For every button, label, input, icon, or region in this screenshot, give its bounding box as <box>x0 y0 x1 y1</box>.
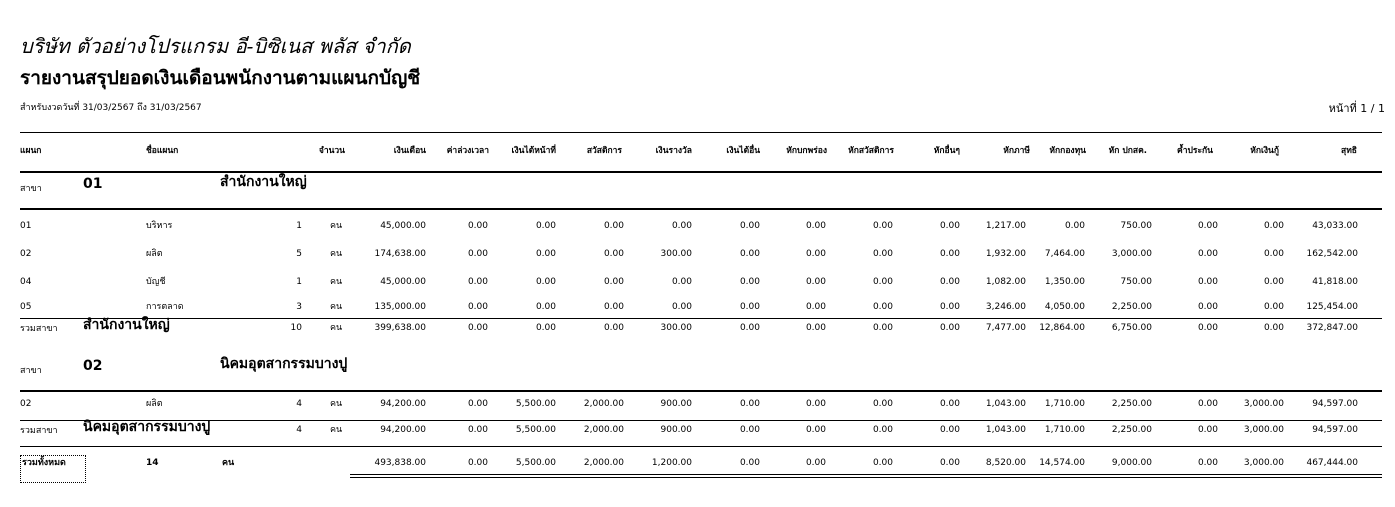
table-cell: 0.00 <box>1197 458 1218 468</box>
table-cell: 493,838.00 <box>374 458 426 468</box>
table-cell: 0.00 <box>603 277 624 287</box>
table-cell: 7,477.00 <box>985 323 1026 333</box>
subtotal-label: รวมสาขา <box>20 324 58 334</box>
table-cell: 0.00 <box>939 277 960 287</box>
table-cell: 6,750.00 <box>1111 323 1152 333</box>
employee-count: 3 <box>296 302 302 312</box>
table-cell: 0.00 <box>467 302 488 312</box>
table-cell: 0.00 <box>805 323 826 333</box>
table-cell: 0.00 <box>1064 221 1085 231</box>
table-cell: 2,250.00 <box>1111 425 1152 435</box>
branch-label: สาขา <box>20 366 42 376</box>
table-cell: 0.00 <box>1263 302 1284 312</box>
table-cell: 0.00 <box>535 249 556 259</box>
grand-total-double-rule-2 <box>350 477 1382 478</box>
column-header: สุทธิ <box>1341 146 1357 156</box>
table-cell: 0.00 <box>939 323 960 333</box>
column-header: ค่าล่วงเวลา <box>446 146 489 156</box>
grand-total-count: 14 <box>146 458 159 468</box>
dept-code: 01 <box>20 221 32 231</box>
grand-total-unit: คน <box>222 458 235 468</box>
table-cell: 43,033.00 <box>1312 221 1358 231</box>
table-cell: 900.00 <box>660 425 692 435</box>
table-cell: 3,000.00 <box>1243 399 1284 409</box>
table-cell: 467,444.00 <box>1306 458 1358 468</box>
table-cell: 0.00 <box>739 249 760 259</box>
table-cell: 2,000.00 <box>583 399 624 409</box>
page-number: หน้าที่ 1 / 1 <box>1328 102 1385 115</box>
table-cell: 94,597.00 <box>1312 399 1358 409</box>
table-cell: 399,638.00 <box>374 323 426 333</box>
table-cell: 750.00 <box>1120 221 1152 231</box>
table-cell: 0.00 <box>739 425 760 435</box>
count-unit: คน <box>330 221 343 231</box>
table-cell: 0.00 <box>805 249 826 259</box>
table-cell: 750.00 <box>1120 277 1152 287</box>
dept-code: 02 <box>20 399 32 409</box>
table-cell: 0.00 <box>1263 277 1284 287</box>
column-header: เงินเดือน <box>393 146 426 156</box>
table-cell: 0.00 <box>872 249 893 259</box>
table-cell: 1,350.00 <box>1044 277 1085 287</box>
table-cell: 12,864.00 <box>1039 323 1085 333</box>
table-cell: 3,246.00 <box>985 302 1026 312</box>
table-cell: 0.00 <box>467 277 488 287</box>
employee-count: 1 <box>296 277 302 287</box>
table-cell: 0.00 <box>805 399 826 409</box>
company-name: บริษัท ตัวอย่างโปรแกรม อี-บิซิเนส พลัส จำกัด <box>20 34 411 58</box>
table-cell: 5,500.00 <box>515 425 556 435</box>
table-cell: 0.00 <box>467 249 488 259</box>
grand-total-label-box <box>20 455 86 483</box>
table-cell: 2,000.00 <box>583 425 624 435</box>
table-cell: 0.00 <box>805 221 826 231</box>
table-cell: 0.00 <box>872 221 893 231</box>
column-header: จำนวน <box>318 146 345 156</box>
table-cell: 4,050.00 <box>1044 302 1085 312</box>
branch-name: นิคมอุตสากรรมบางปู <box>220 356 348 372</box>
dept-code: 02 <box>20 249 32 259</box>
branch-rule <box>20 208 1382 210</box>
table-cell: 94,200.00 <box>380 425 426 435</box>
table-cell: 0.00 <box>872 399 893 409</box>
table-cell: 0.00 <box>939 302 960 312</box>
count-unit: คน <box>330 399 343 409</box>
table-cell: 0.00 <box>805 302 826 312</box>
table-cell: 0.00 <box>739 323 760 333</box>
report-date-range: สำหรับงวดวันที่ 31/03/2567 ถึง 31/03/2567 <box>20 103 202 113</box>
table-cell: 0.00 <box>872 302 893 312</box>
table-cell: 0.00 <box>467 221 488 231</box>
table-cell: 0.00 <box>872 458 893 468</box>
table-cell: 372,847.00 <box>1306 323 1358 333</box>
employee-count: 4 <box>296 399 302 409</box>
column-header: สวัสดิการ <box>586 146 622 156</box>
table-cell: 0.00 <box>739 221 760 231</box>
table-cell: 174,638.00 <box>374 249 426 259</box>
table-cell: 0.00 <box>805 458 826 468</box>
grand-total-top-rule <box>20 446 1382 447</box>
column-header: หักบกพร่อง <box>786 146 827 156</box>
table-cell: 0.00 <box>535 221 556 231</box>
grand-total-double-rule-1 <box>350 474 1382 475</box>
table-cell: 0.00 <box>467 425 488 435</box>
dept-name: บริหาร <box>146 221 173 231</box>
subtotal-branch-name: สำนักงานใหญ่ <box>83 317 170 333</box>
table-cell: 45,000.00 <box>380 277 426 287</box>
table-cell: 0.00 <box>739 302 760 312</box>
branch-code: 01 <box>83 176 103 192</box>
column-header: เงินได้หน้าที่ <box>511 146 556 156</box>
table-cell: 7,464.00 <box>1044 249 1085 259</box>
table-cell: 2,000.00 <box>583 458 624 468</box>
branch-rule <box>20 390 1382 392</box>
table-cell: 0.00 <box>603 323 624 333</box>
table-cell: 5,500.00 <box>515 399 556 409</box>
table-cell: 0.00 <box>1263 221 1284 231</box>
table-cell: 0.00 <box>872 425 893 435</box>
table-cell: 0.00 <box>739 458 760 468</box>
table-cell: 0.00 <box>535 323 556 333</box>
subtotal-unit: คน <box>330 323 343 333</box>
column-header: แผนก <box>20 146 42 156</box>
table-cell: 3,000.00 <box>1243 425 1284 435</box>
table-cell: 1,043.00 <box>985 399 1026 409</box>
table-cell: 0.00 <box>535 277 556 287</box>
column-header: หักสวัสดิการ <box>848 146 894 156</box>
table-cell: 0.00 <box>1263 323 1284 333</box>
table-cell: 41,818.00 <box>1312 277 1358 287</box>
table-cell: 9,000.00 <box>1111 458 1152 468</box>
table-cell: 0.00 <box>805 425 826 435</box>
table-cell: 1,082.00 <box>985 277 1026 287</box>
column-header: หักภาษี <box>1003 146 1030 156</box>
dept-name: การตลาด <box>146 302 184 312</box>
table-cell: 0.00 <box>805 277 826 287</box>
table-cell: 0.00 <box>872 277 893 287</box>
column-header: หัก ปกสค. <box>1108 146 1147 156</box>
count-unit: คน <box>330 277 343 287</box>
table-cell: 0.00 <box>467 458 488 468</box>
table-cell: 0.00 <box>467 323 488 333</box>
column-header: หักกองทุน <box>1049 146 1086 156</box>
table-cell: 94,200.00 <box>380 399 426 409</box>
column-header: ชื่อแผนก <box>146 146 179 156</box>
table-cell: 0.00 <box>1197 323 1218 333</box>
subtotal-rule <box>20 420 1382 421</box>
table-cell: 0.00 <box>939 399 960 409</box>
branch-code: 02 <box>83 358 103 374</box>
dept-name: บัญชี <box>146 277 166 287</box>
table-cell: 0.00 <box>939 221 960 231</box>
dept-name: ผลิต <box>146 249 163 259</box>
table-cell: 300.00 <box>660 323 692 333</box>
table-cell: 0.00 <box>939 458 960 468</box>
table-cell: 5,500.00 <box>515 458 556 468</box>
table-cell: 125,454.00 <box>1306 302 1358 312</box>
table-cell: 0.00 <box>1197 249 1218 259</box>
dept-code: 05 <box>20 302 32 312</box>
subtotal-label: รวมสาขา <box>20 426 58 436</box>
column-header: เงินรางวัล <box>655 146 692 156</box>
table-cell: 0.00 <box>739 277 760 287</box>
table-cell: 0.00 <box>671 221 692 231</box>
count-unit: คน <box>330 302 343 312</box>
table-cell: 0.00 <box>872 323 893 333</box>
table-cell: 1,932.00 <box>985 249 1026 259</box>
table-cell: 1,217.00 <box>985 221 1026 231</box>
grand-total-label: รวมทั้งหมด <box>22 458 66 468</box>
table-cell: 0.00 <box>1263 249 1284 259</box>
table-cell: 0.00 <box>1197 277 1218 287</box>
table-cell: 0.00 <box>1197 399 1218 409</box>
subtotal-rule <box>20 318 1382 319</box>
table-cell: 1,200.00 <box>651 458 692 468</box>
table-cell: 8,520.00 <box>985 458 1026 468</box>
table-cell: 45,000.00 <box>380 221 426 231</box>
report-title: รายงานสรุปยอดเงินเดือนพนักงานตามแผนกบัญชี <box>20 67 421 89</box>
table-cell: 0.00 <box>939 425 960 435</box>
table-cell: 0.00 <box>1197 302 1218 312</box>
subtotal-count: 4 <box>296 425 302 435</box>
dept-code: 04 <box>20 277 32 287</box>
dept-name: ผลิต <box>146 399 163 409</box>
table-cell: 135,000.00 <box>374 302 426 312</box>
column-header: หักอื่นๆ <box>933 146 960 156</box>
table-cell: 900.00 <box>660 399 692 409</box>
table-cell: 0.00 <box>1197 221 1218 231</box>
employee-count: 5 <box>296 249 302 259</box>
table-cell: 0.00 <box>939 249 960 259</box>
employee-count: 1 <box>296 221 302 231</box>
subtotal-unit: คน <box>330 425 343 435</box>
table-cell: 1,710.00 <box>1044 399 1085 409</box>
column-header: ค้ำประกัน <box>1177 146 1213 156</box>
table-cell: 3,000.00 <box>1243 458 1284 468</box>
branch-name: สำนักงานใหญ่ <box>220 174 307 190</box>
subtotal-count: 10 <box>290 323 302 333</box>
table-cell: 162,542.00 <box>1306 249 1358 259</box>
subtotal-branch-name: นิคมอุตสากรรมบางปู <box>83 419 211 435</box>
branch-label: สาขา <box>20 184 42 194</box>
table-cell: 0.00 <box>671 277 692 287</box>
table-cell: 300.00 <box>660 249 692 259</box>
table-cell: 0.00 <box>603 221 624 231</box>
table-cell: 0.00 <box>467 399 488 409</box>
header-bottom-rule <box>20 171 1382 173</box>
header-top-rule <box>20 132 1382 133</box>
table-cell: 0.00 <box>671 302 692 312</box>
table-cell: 1,043.00 <box>985 425 1026 435</box>
table-cell: 2,250.00 <box>1111 302 1152 312</box>
table-cell: 3,000.00 <box>1111 249 1152 259</box>
table-cell: 94,597.00 <box>1312 425 1358 435</box>
column-header: เงินได้อื่น <box>726 146 760 156</box>
table-cell: 2,250.00 <box>1111 399 1152 409</box>
table-cell: 0.00 <box>603 302 624 312</box>
table-cell: 1,710.00 <box>1044 425 1085 435</box>
table-cell: 0.00 <box>603 249 624 259</box>
table-cell: 0.00 <box>1197 425 1218 435</box>
table-cell: 0.00 <box>535 302 556 312</box>
table-cell: 14,574.00 <box>1039 458 1085 468</box>
column-header: หักเงินกู้ <box>1250 146 1279 156</box>
table-cell: 0.00 <box>739 399 760 409</box>
count-unit: คน <box>330 249 343 259</box>
